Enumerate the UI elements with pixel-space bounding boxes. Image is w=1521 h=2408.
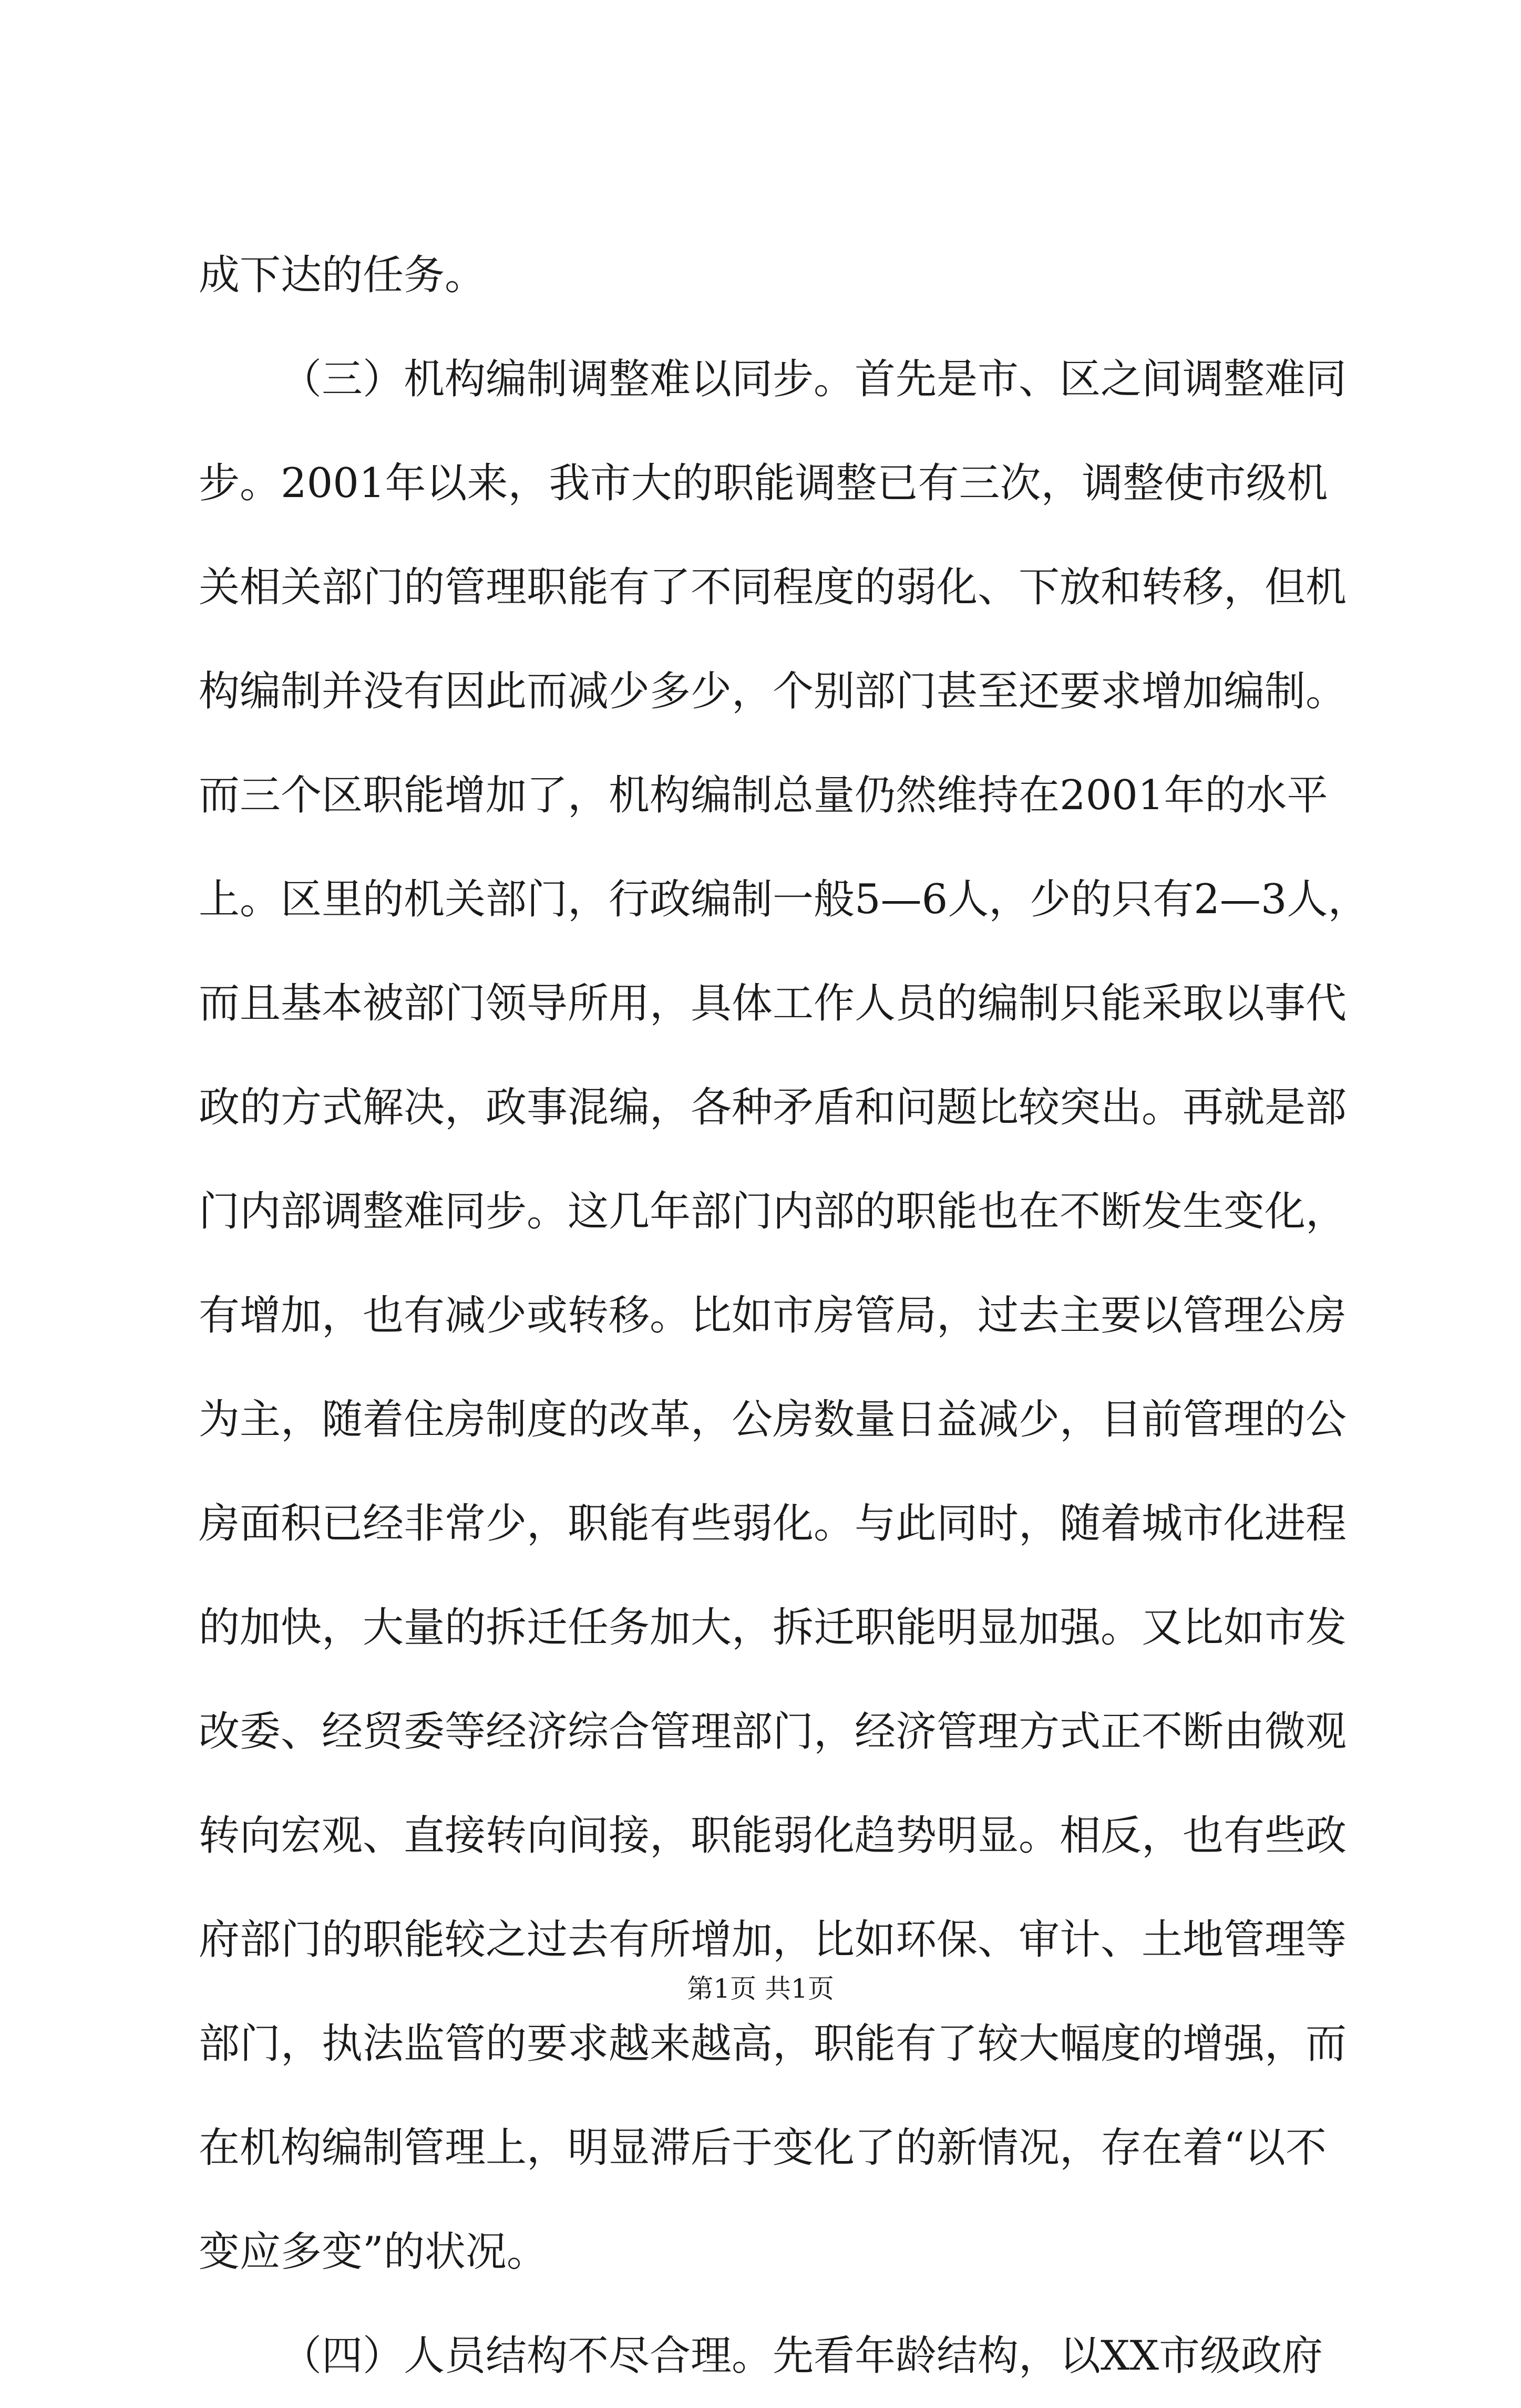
text-line: 上。区里的机关部门，行政编制一般5—6人，少的只有2—3人， [199, 876, 1369, 923]
text-line: 改委、经贸委等经济综合管理部门，经济管理方式正不断由微观 [199, 1708, 1347, 1755]
text-line: 政的方式解决，政事混编，各种矛盾和问题比较突出。再就是部 [199, 1084, 1347, 1131]
section-three-heading-line: （三）机构编制调整难以同步。首先是市、区之间调整难同 [281, 356, 1347, 403]
text-line: 府部门的职能较之过去有所增加，比如环保、审计、土地管理等 [199, 1916, 1347, 1963]
text-line: 构编制并没有因此而减少多少，个别部门甚至还要求增加编制。 [199, 668, 1347, 715]
text-line: 房面积已经非常少，职能有些弱化。与此同时，随着城市化进程 [199, 1500, 1347, 1547]
text-line: 部门，执法监管的要求越来越高，职能有了较大幅度的增强，而 [199, 2020, 1347, 2068]
text-line: 有增加，也有减少或转移。比如市房管局，过去主要以管理公房 [199, 1292, 1347, 1339]
text-line: 的加快，大量的拆迁任务加大，拆迁职能明显加强。又比如市发 [199, 1604, 1347, 1651]
section-four-heading-line: （四）人员结构不尽合理。先看年龄结构，以XX市级政府 [281, 2332, 1323, 2380]
page-footer: 第1页 共1页 [687, 1973, 834, 2004]
text-line: 关相关部门的管理职能有了不同程度的弱化、下放和转移，但机 [199, 564, 1347, 611]
text-line: 而且基本被部门领导所用，具体工作人员的编制只能采取以事代 [199, 980, 1347, 1027]
text-line: 成下达的任务。 [199, 252, 486, 299]
document-body [199, 223, 1369, 2408]
text-line: 变应多变”的状况。 [199, 2228, 548, 2276]
text-line: 在机构编制管理上，明显滞后于变化了的新情况，存在着“以不 [199, 2124, 1327, 2172]
text-line: 门内部调整难同步。这几年部门内部的职能也在不断发生变化， [199, 1188, 1347, 1235]
text-line: 转向宏观、直接转向间接，职能弱化趋势明显。相反，也有些政 [199, 1812, 1347, 1859]
text-line: 而三个区职能增加了，机构编制总量仍然维持在2001年的水平 [199, 772, 1328, 819]
text-line: 步。2001年以来，我市大的职能调整已有三次，调整使市级机 [199, 460, 1328, 507]
text-line: 为主，随着住房制度的改革，公房数量日益减少，目前管理的公 [199, 1396, 1347, 1443]
